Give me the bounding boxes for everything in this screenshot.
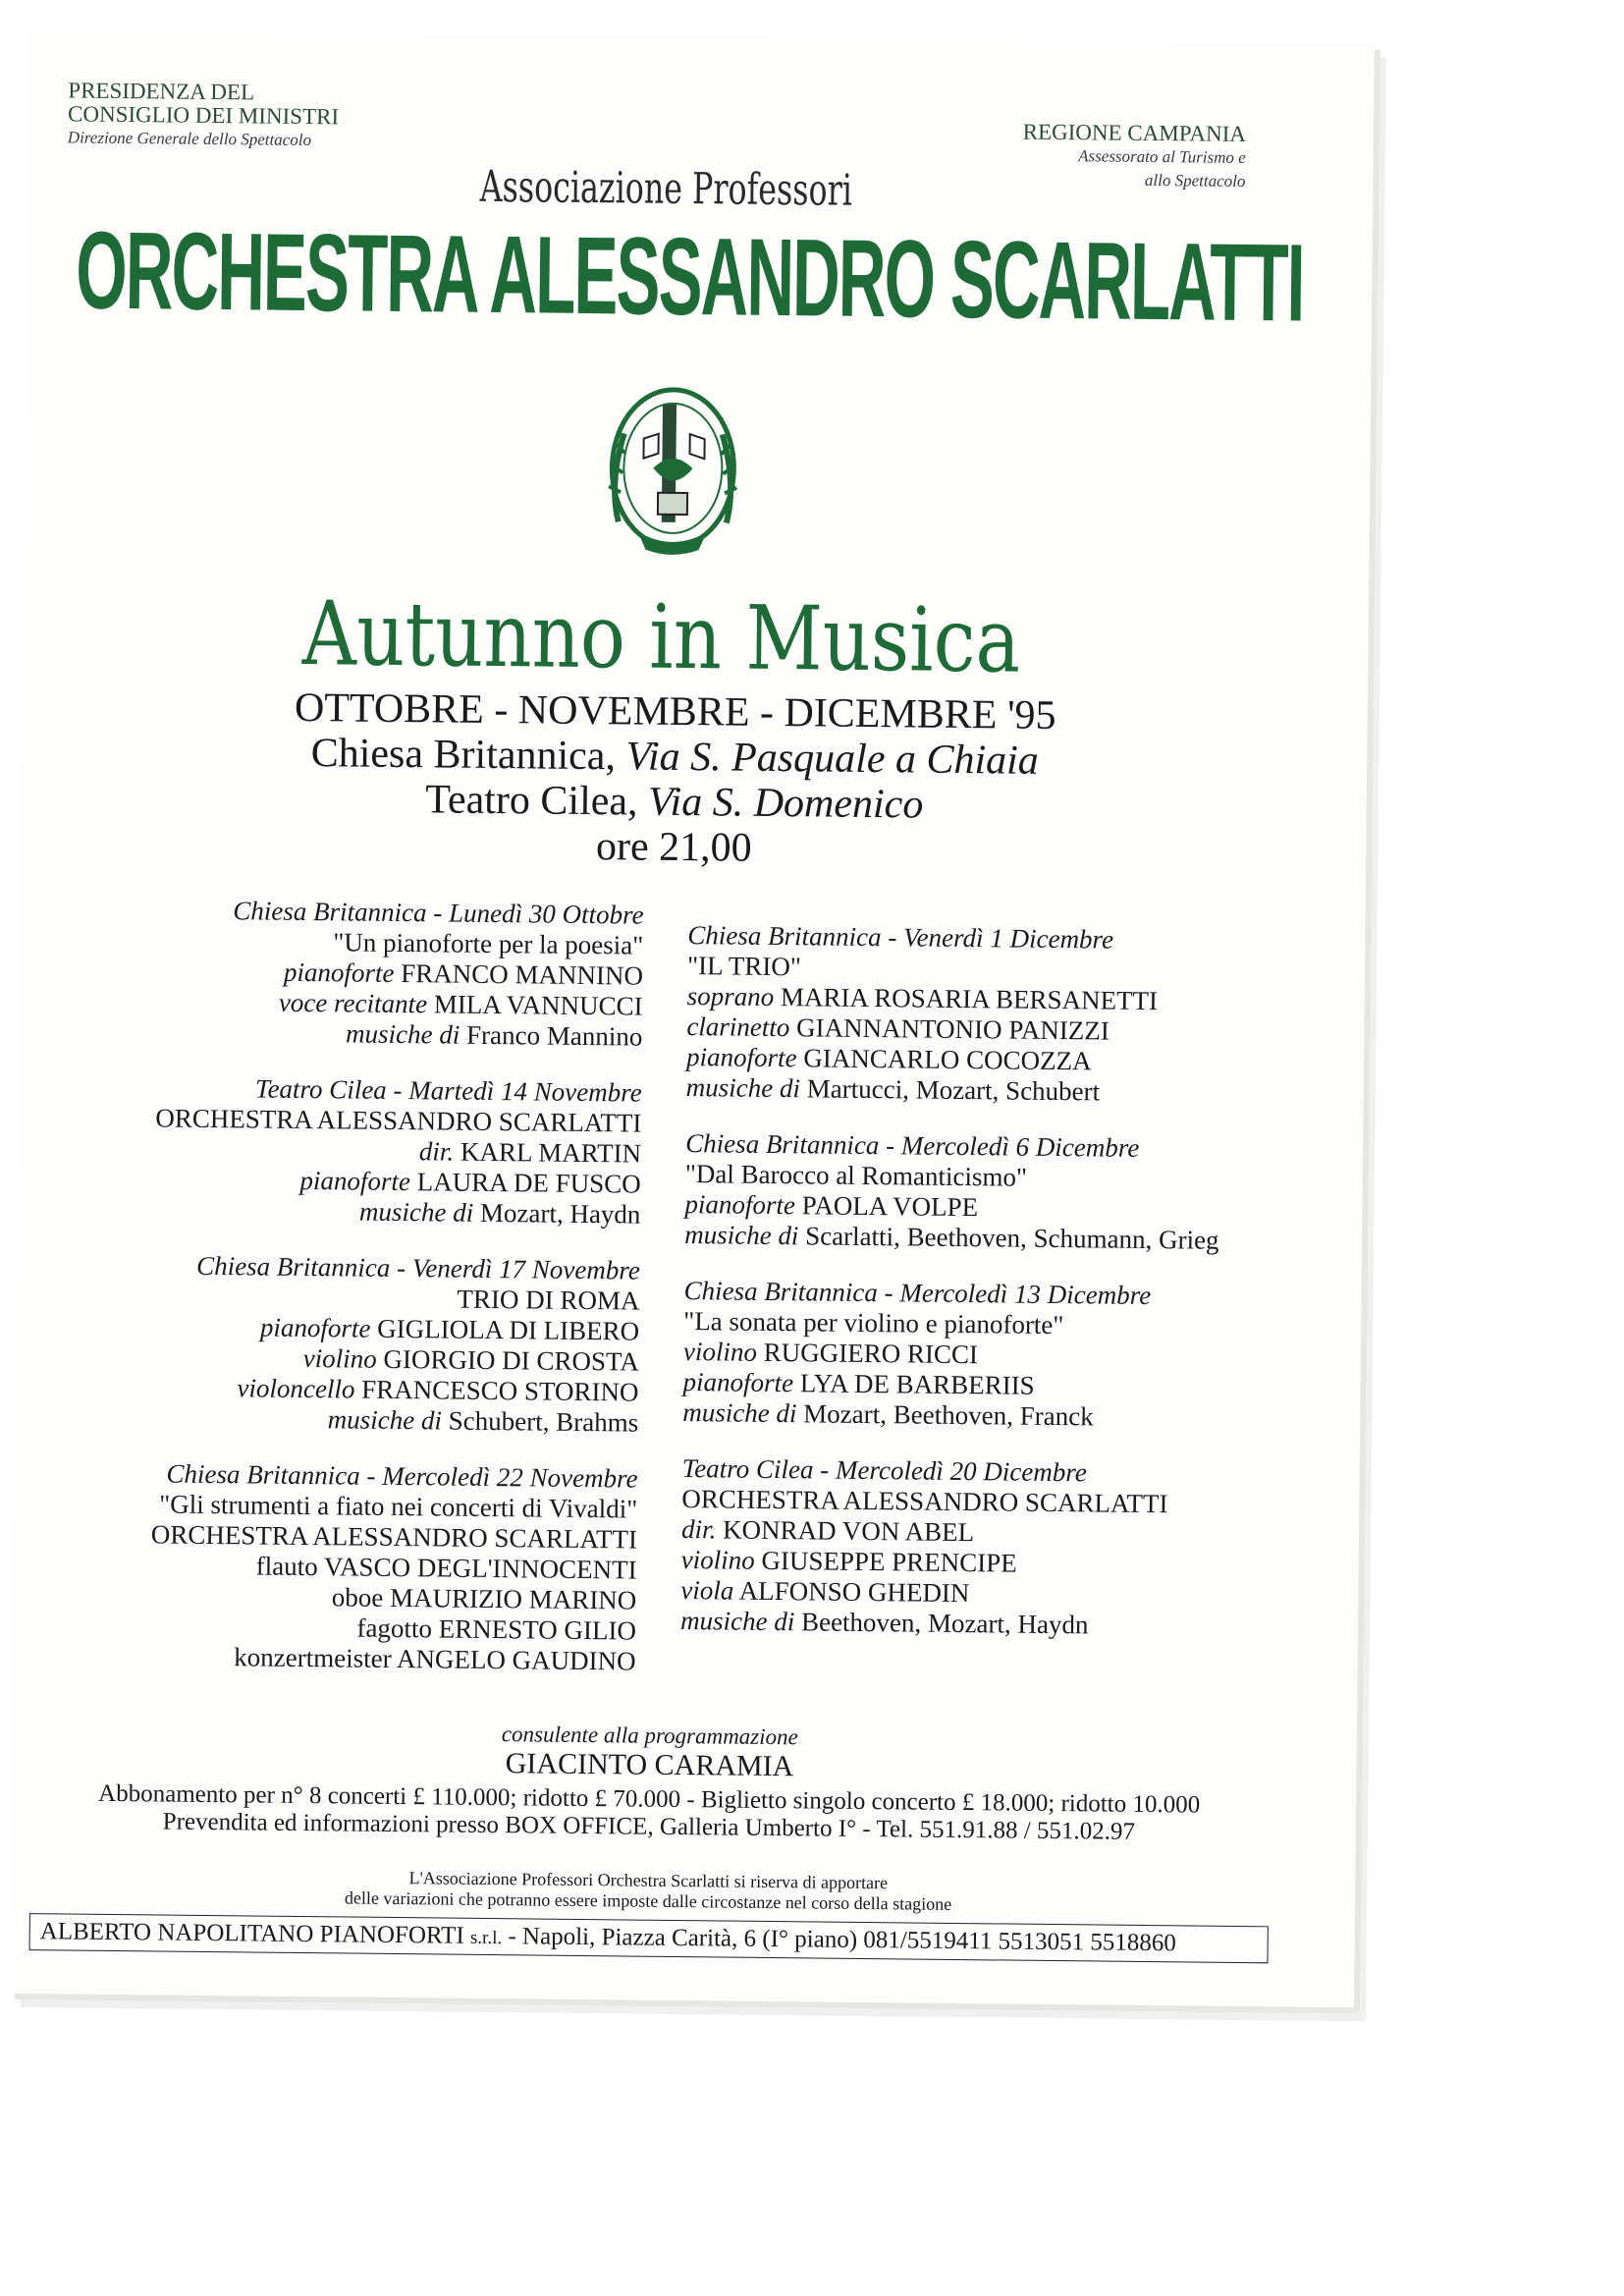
event-text: KARL MARTIN — [460, 1136, 642, 1169]
event-text: MARIA ROSARIA BERSANETTI — [780, 982, 1159, 1016]
season-months: OTTOBRE - NOVEMBRE - DICEMBRE '95 — [294, 684, 1056, 738]
consultant-name: GIACINTO CARAMIA — [505, 1747, 794, 1783]
event-line — [682, 1397, 1311, 1435]
event-venue-date: Chiesa Britannica - Mercoledì 6 Dicembre — [685, 1128, 1140, 1163]
event-venue-date: Chiesa Britannica - Lunedì 30 Ottobre — [233, 896, 644, 930]
header-right-line3: allo Spettacolo — [1144, 170, 1246, 191]
event-role: musiche di — [358, 1196, 474, 1228]
concert-event — [27, 1457, 638, 1676]
event-role: musiche di — [345, 1018, 460, 1050]
event-role: musiche di — [682, 1397, 797, 1429]
sponsor-address: - Napoli, Piazza Carità, 6 (I° piano) 081/5519411 5513051 5518860 — [508, 1923, 1177, 1957]
header-left-line1: PRESIDENZA DEL — [68, 78, 255, 105]
event-text: Scarlatti, Beethoven, Schumann, Grieg — [805, 1221, 1219, 1255]
event-text: PAOLA VOLPE — [801, 1190, 979, 1223]
event-text: Beethoven, Mozart, Haydn — [800, 1607, 1089, 1640]
concert-event — [680, 1453, 1311, 1643]
orchestra-emblem-icon — [598, 374, 747, 563]
concert-event — [33, 894, 644, 1052]
event-role: musiche di — [679, 1606, 795, 1637]
header-right-line2: Assessorato al Turismo e — [1078, 146, 1246, 167]
event-text: KONRAD VON ABEL — [722, 1514, 975, 1548]
header-right-line1: REGIONE CAMPANIA — [1022, 119, 1247, 146]
concert-event — [29, 1249, 640, 1438]
event-text: ORCHESTRA ALESSANDRO SCARLATTI — [681, 1484, 1168, 1519]
event-text: LYA DE BARBERIIS — [799, 1368, 1035, 1400]
event-role: pianoforte — [685, 1042, 797, 1073]
subscription-info — [11, 1779, 1288, 1848]
event-text: Mozart, Haydn — [479, 1197, 641, 1230]
event-text: oboe MAURIZIO MARINO — [331, 1582, 637, 1615]
event-text: Mozart, Beethoven, Franck — [803, 1398, 1094, 1432]
disclaimer — [10, 1864, 1286, 1919]
event-venue-date: Chiesa Britannica - Venerdì 17 Novembre — [195, 1250, 640, 1285]
event-text: ORCHESTRA ALESSANDRO SCARLATTI — [155, 1103, 642, 1138]
venue1-name: Chiesa Britannica, — [310, 731, 617, 780]
event-text: "IL TRIO" — [686, 951, 801, 982]
event-text: ORCHESTRA ALESSANDRO SCARLATTI — [150, 1519, 638, 1555]
season-dates — [21, 683, 1328, 877]
event-line — [31, 1193, 640, 1230]
subscription-line1: Abbonamento per n° 8 concerti £ 110.000; ridotto £ 70.000 - Biglietto singolo concerto £ 18.000; ridotto 10.000 — [97, 1779, 1201, 1819]
disclaimer-line1: L'Associazione Professori Orchestra Scarlatti si riserva di apportare — [408, 1868, 889, 1893]
event-role: violoncello — [237, 1373, 355, 1404]
event-role: musiche di — [685, 1072, 801, 1104]
event-venue-date: Chiesa Britannica - Venerdì 1 Dicembre — [687, 920, 1114, 955]
event-text: flauto VASCO DEGL'INNOCENTI — [255, 1551, 637, 1585]
event-text: "Gli strumenti a fiato nei concerti di Vivaldi" — [159, 1489, 638, 1524]
event-role: voce recitante — [278, 987, 428, 1019]
event-venue-date: Chiesa Britannica - Mercoledì 22 Novembre — [166, 1458, 638, 1494]
event-text: FRANCO MANNINO — [401, 958, 644, 991]
venue2-name: Teatro Cilea, — [425, 777, 638, 825]
event-text: GIANNANTONIO PANIZZI — [795, 1012, 1110, 1046]
association-title: Associazione Professori — [479, 161, 853, 216]
event-role: violino — [682, 1337, 758, 1367]
event-text: fagotto ERNESTO GILIO — [356, 1613, 637, 1646]
concert-event — [684, 1128, 1314, 1257]
header-left-line2: CONSIGLIO DEI MINISTRI — [67, 101, 340, 130]
event-role: clarinetto — [686, 1011, 790, 1043]
event-text: FRANCESCO STORINO — [361, 1374, 639, 1407]
event-text: "Un pianoforte per la poesia" — [333, 927, 644, 960]
event-text: TRIO DI ROMA — [457, 1284, 640, 1316]
event-text: MILA VANNUCCI — [433, 989, 643, 1021]
event-line — [33, 1015, 642, 1052]
event-text: ALFONSO GHEDIN — [738, 1575, 970, 1609]
orchestra-title: ORCHESTRA ALESSANDRO SCARLATTI — [75, 208, 1305, 345]
event-text: Martucci, Mozart, Schubert — [806, 1073, 1101, 1107]
event-line — [27, 1640, 636, 1676]
event-text: GIANCARLO COCOZZA — [803, 1043, 1092, 1076]
event-role: pianoforte — [259, 1312, 371, 1343]
concert-time: ore 21,00 — [595, 824, 752, 871]
event-role: violino — [302, 1342, 377, 1374]
event-text: GIORGIO DI CROSTA — [383, 1343, 639, 1377]
event-role: dir. — [418, 1136, 455, 1167]
event-role: soprano — [686, 981, 775, 1011]
event-role: pianoforte — [299, 1165, 411, 1197]
event-line — [686, 1072, 1315, 1110]
sponsor-footer-box — [29, 1913, 1269, 1963]
event-role: pianoforte — [283, 957, 395, 988]
consultant-label: consulente alla programmazione — [501, 1722, 798, 1750]
disclaimer-line2: delle variazioni che potranno essere imposte dalle circostanze nel corso della stagione — [344, 1887, 952, 1914]
event-text: konzertmeister ANGELO GAUDINO — [234, 1642, 636, 1676]
sponsor-name: ALBERTO NAPOLITANO PIANOFORTI — [39, 1918, 464, 1949]
event-role: violino — [680, 1545, 755, 1575]
event-role: pianoforte — [684, 1189, 796, 1221]
event-line — [29, 1401, 638, 1438]
event-venue-date: Chiesa Britannica - Mercoledì 13 Dicembre — [683, 1276, 1152, 1311]
concert-event — [686, 920, 1317, 1110]
event-venue-date: Teatro Cilea - Martedì 14 Novembre — [254, 1073, 642, 1108]
season-title: Autunno in Musica — [301, 581, 1021, 693]
sponsor-suffix: s.r.l. — [469, 1927, 503, 1949]
event-text: "Dal Barocco al Romanticismo" — [684, 1159, 1028, 1192]
event-text: "La sonata per violino e pianoforte" — [683, 1306, 1064, 1340]
event-role: dir. — [680, 1514, 717, 1545]
header-left-line3: Direzione Generale dello Spettacolo — [67, 128, 312, 150]
event-line — [684, 1220, 1313, 1257]
concert-event — [31, 1071, 642, 1230]
event-venue-date: Teatro Cilea - Mercoledì 20 Dicembre — [681, 1453, 1088, 1488]
event-role: musiche di — [327, 1404, 443, 1436]
events-left-column — [27, 894, 644, 1702]
subscription-line2: Prevendita ed informazioni presso BOX OFFICE, Galleria Umberto I° - Tel. 551.91.88 / 551.02.97 — [162, 1808, 1136, 1845]
event-role: viola — [680, 1575, 734, 1606]
event-role: musiche di — [684, 1220, 799, 1251]
event-text: GIGLIOLA DI LIBERO — [377, 1313, 640, 1346]
concert-event — [682, 1276, 1313, 1435]
events-right-column — [680, 920, 1317, 1668]
event-text: Franco Mannino — [465, 1019, 643, 1052]
poster-sheet — [9, 29, 1375, 2007]
header-left — [68, 79, 340, 152]
event-text: LAURA DE FUSCO — [416, 1167, 641, 1199]
venue2-address: Via S. Domenico — [647, 779, 924, 828]
venue1-address: Via S. Pasquale a Chiaia — [625, 734, 1040, 784]
event-text: RUGGIERO RICCI — [763, 1337, 979, 1370]
event-text: Schubert, Brahms — [448, 1405, 639, 1438]
event-text: GIUSEPPE PRENCIPE — [761, 1545, 1017, 1578]
event-role: pianoforte — [682, 1367, 794, 1398]
event-line — [680, 1606, 1309, 1643]
